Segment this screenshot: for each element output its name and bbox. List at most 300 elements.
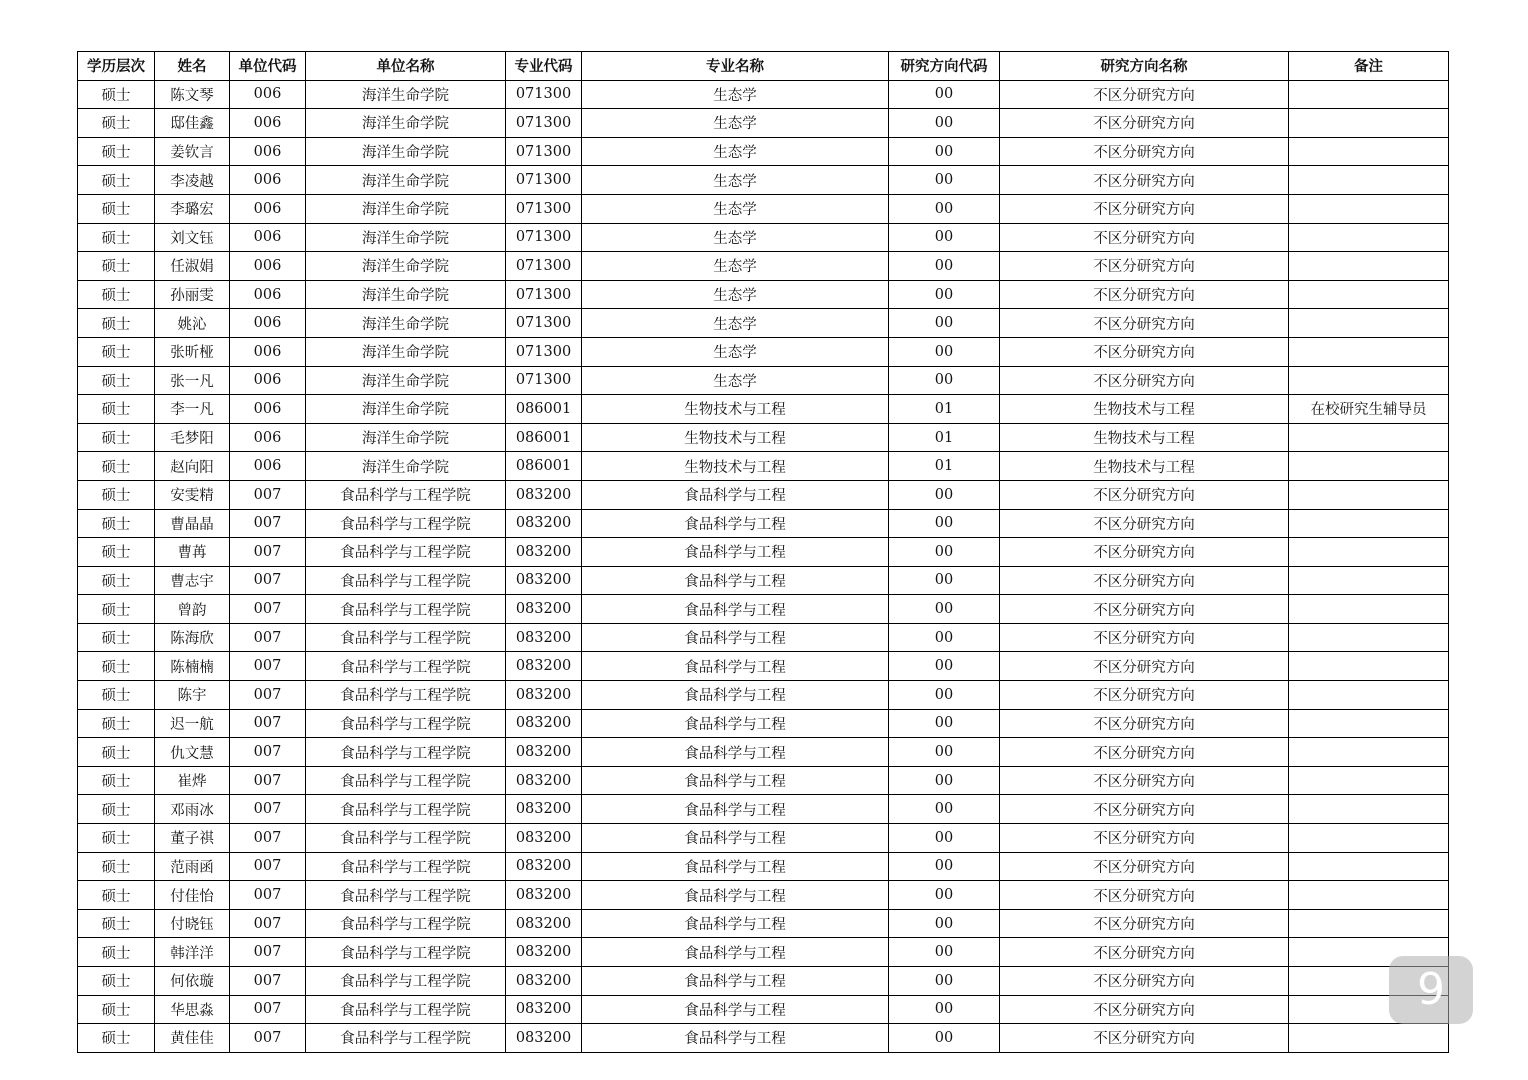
cell-education-level: 硕士 — [78, 166, 155, 195]
cell-unit-code: 007 — [230, 824, 306, 853]
cell-direction-name: 不区分研究方向 — [1000, 309, 1289, 338]
cell-direction-code: 00 — [889, 652, 1000, 681]
column-header-remarks: 备注 — [1289, 52, 1449, 81]
cell-remarks: 在校研究生辅导员 — [1289, 395, 1449, 424]
cell-name: 张昕桠 — [155, 337, 230, 366]
table-row — [78, 795, 1449, 824]
cell-major-name: 生态学 — [582, 137, 889, 166]
cell-unit-name: 食品科学与工程学院 — [306, 852, 506, 881]
cell-unit-code: 007 — [230, 852, 306, 881]
table-row — [78, 280, 1449, 309]
cell-education-level: 硕士 — [78, 366, 155, 395]
cell-major-code: 083200 — [506, 709, 582, 738]
cell-direction-code: 00 — [889, 738, 1000, 767]
cell-name: 邓雨冰 — [155, 795, 230, 824]
cell-remarks — [1289, 366, 1449, 395]
cell-major-name: 食品科学与工程 — [582, 738, 889, 767]
cell-name: 孙丽雯 — [155, 280, 230, 309]
cell-unit-code: 007 — [230, 881, 306, 910]
table-row — [78, 967, 1449, 996]
cell-education-level: 硕士 — [78, 909, 155, 938]
cell-remarks — [1289, 652, 1449, 681]
cell-unit-code: 007 — [230, 967, 306, 996]
column-header-name: 姓名 — [155, 52, 230, 81]
cell-remarks — [1289, 337, 1449, 366]
table-body — [78, 80, 1449, 1052]
cell-direction-code: 00 — [889, 566, 1000, 595]
cell-education-level: 硕士 — [78, 252, 155, 281]
cell-major-name: 食品科学与工程 — [582, 681, 889, 710]
table-row — [78, 852, 1449, 881]
cell-name: 付佳怡 — [155, 881, 230, 910]
cell-unit-code: 006 — [230, 137, 306, 166]
cell-unit-name: 食品科学与工程学院 — [306, 967, 506, 996]
cell-direction-code: 00 — [889, 824, 1000, 853]
cell-direction-name: 不区分研究方向 — [1000, 909, 1289, 938]
cell-unit-name: 食品科学与工程学院 — [306, 681, 506, 710]
cell-name: 李一凡 — [155, 395, 230, 424]
cell-direction-code: 00 — [889, 909, 1000, 938]
cell-direction-name: 不区分研究方向 — [1000, 480, 1289, 509]
cell-name: 董子祺 — [155, 824, 230, 853]
cell-remarks — [1289, 109, 1449, 138]
cell-direction-name: 不区分研究方向 — [1000, 194, 1289, 223]
cell-direction-code: 01 — [889, 395, 1000, 424]
cell-major-code: 083200 — [506, 824, 582, 853]
cell-major-code: 083200 — [506, 766, 582, 795]
cell-major-code: 083200 — [506, 909, 582, 938]
table-row — [78, 766, 1449, 795]
cell-unit-name: 海洋生命学院 — [306, 109, 506, 138]
cell-direction-code: 00 — [889, 681, 1000, 710]
cell-remarks — [1289, 824, 1449, 853]
cell-unit-name: 海洋生命学院 — [306, 166, 506, 195]
cell-education-level: 硕士 — [78, 223, 155, 252]
cell-name: 曹晶晶 — [155, 509, 230, 538]
cell-direction-code: 00 — [889, 80, 1000, 109]
cell-major-name: 生态学 — [582, 252, 889, 281]
cell-unit-code: 007 — [230, 795, 306, 824]
cell-remarks — [1289, 595, 1449, 624]
cell-name: 韩洋洋 — [155, 938, 230, 967]
cell-major-code: 083200 — [506, 1024, 582, 1053]
cell-unit-code: 007 — [230, 938, 306, 967]
cell-unit-name: 海洋生命学院 — [306, 423, 506, 452]
table-row — [78, 509, 1449, 538]
cell-direction-code: 00 — [889, 223, 1000, 252]
cell-unit-code: 007 — [230, 623, 306, 652]
cell-unit-code: 007 — [230, 909, 306, 938]
table-row — [78, 166, 1449, 195]
cell-direction-name: 生物技术与工程 — [1000, 452, 1289, 481]
column-header-unit-name: 单位名称 — [306, 52, 506, 81]
cell-major-name: 食品科学与工程 — [582, 566, 889, 595]
cell-direction-code: 00 — [889, 795, 1000, 824]
cell-direction-name: 不区分研究方向 — [1000, 80, 1289, 109]
cell-name: 任淑娟 — [155, 252, 230, 281]
cell-direction-name: 不区分研究方向 — [1000, 681, 1289, 710]
cell-direction-code: 00 — [889, 1024, 1000, 1053]
cell-unit-code: 007 — [230, 681, 306, 710]
cell-direction-code: 00 — [889, 194, 1000, 223]
column-header-education-level: 学历层次 — [78, 52, 155, 81]
cell-direction-name: 不区分研究方向 — [1000, 509, 1289, 538]
table-row — [78, 566, 1449, 595]
cell-major-code: 083200 — [506, 967, 582, 996]
cell-remarks — [1289, 280, 1449, 309]
cell-major-code: 071300 — [506, 223, 582, 252]
table-row — [78, 538, 1449, 567]
table-row — [78, 137, 1449, 166]
cell-direction-name: 生物技术与工程 — [1000, 395, 1289, 424]
cell-education-level: 硕士 — [78, 480, 155, 509]
cell-name: 姚沁 — [155, 309, 230, 338]
cell-unit-code: 007 — [230, 480, 306, 509]
cell-remarks — [1289, 480, 1449, 509]
cell-education-level: 硕士 — [78, 337, 155, 366]
cell-unit-code: 006 — [230, 223, 306, 252]
table-header — [78, 52, 1449, 81]
column-header-major-code: 专业代码 — [506, 52, 582, 81]
cell-unit-name: 海洋生命学院 — [306, 223, 506, 252]
cell-unit-name: 海洋生命学院 — [306, 194, 506, 223]
cell-direction-name: 不区分研究方向 — [1000, 137, 1289, 166]
cell-unit-name: 海洋生命学院 — [306, 280, 506, 309]
table-row — [78, 252, 1449, 281]
column-header-unit-code: 单位代码 — [230, 52, 306, 81]
cell-direction-name: 不区分研究方向 — [1000, 709, 1289, 738]
cell-remarks — [1289, 80, 1449, 109]
cell-remarks — [1289, 795, 1449, 824]
cell-name: 李凌越 — [155, 166, 230, 195]
cell-major-name: 食品科学与工程 — [582, 824, 889, 853]
cell-major-code: 086001 — [506, 423, 582, 452]
cell-major-name: 食品科学与工程 — [582, 852, 889, 881]
cell-unit-code: 007 — [230, 995, 306, 1024]
cell-name: 何依璇 — [155, 967, 230, 996]
cell-major-name: 生态学 — [582, 280, 889, 309]
cell-education-level: 硕士 — [78, 452, 155, 481]
cell-unit-code: 006 — [230, 194, 306, 223]
cell-major-name: 食品科学与工程 — [582, 652, 889, 681]
cell-name: 李璐宏 — [155, 194, 230, 223]
cell-direction-name: 不区分研究方向 — [1000, 252, 1289, 281]
cell-major-name: 生态学 — [582, 337, 889, 366]
cell-education-level: 硕士 — [78, 80, 155, 109]
cell-major-code: 083200 — [506, 509, 582, 538]
cell-major-name: 食品科学与工程 — [582, 509, 889, 538]
cell-remarks — [1289, 881, 1449, 910]
cell-major-name: 食品科学与工程 — [582, 538, 889, 567]
table-row — [78, 995, 1449, 1024]
cell-major-name: 食品科学与工程 — [582, 766, 889, 795]
cell-name: 范雨函 — [155, 852, 230, 881]
cell-unit-name: 海洋生命学院 — [306, 366, 506, 395]
cell-major-code: 083200 — [506, 938, 582, 967]
column-header-major-name: 专业名称 — [582, 52, 889, 81]
cell-unit-code: 007 — [230, 566, 306, 595]
cell-direction-name: 不区分研究方向 — [1000, 166, 1289, 195]
cell-education-level: 硕士 — [78, 709, 155, 738]
cell-education-level: 硕士 — [78, 538, 155, 567]
cell-major-name: 食品科学与工程 — [582, 967, 889, 996]
cell-direction-code: 00 — [889, 509, 1000, 538]
cell-major-name: 生态学 — [582, 223, 889, 252]
cell-unit-code: 007 — [230, 538, 306, 567]
table-row — [78, 738, 1449, 767]
cell-unit-name: 海洋生命学院 — [306, 452, 506, 481]
cell-major-code: 071300 — [506, 80, 582, 109]
cell-education-level: 硕士 — [78, 681, 155, 710]
table-row — [78, 1024, 1449, 1053]
cell-direction-name: 不区分研究方向 — [1000, 824, 1289, 853]
cell-direction-name: 不区分研究方向 — [1000, 538, 1289, 567]
cell-direction-code: 00 — [889, 595, 1000, 624]
cell-major-code: 086001 — [506, 395, 582, 424]
cell-direction-code: 01 — [889, 452, 1000, 481]
cell-name: 曹苒 — [155, 538, 230, 567]
table-row — [78, 423, 1449, 452]
cell-direction-code: 00 — [889, 766, 1000, 795]
cell-direction-code: 00 — [889, 538, 1000, 567]
cell-name: 毛梦阳 — [155, 423, 230, 452]
cell-remarks — [1289, 709, 1449, 738]
cell-unit-name: 食品科学与工程学院 — [306, 795, 506, 824]
page-number-badge: 9 — [1389, 956, 1473, 1024]
cell-education-level: 硕士 — [78, 967, 155, 996]
cell-direction-name: 不区分研究方向 — [1000, 967, 1289, 996]
cell-direction-name: 不区分研究方向 — [1000, 795, 1289, 824]
cell-major-name: 生态学 — [582, 194, 889, 223]
cell-unit-name: 海洋生命学院 — [306, 309, 506, 338]
cell-direction-name: 不区分研究方向 — [1000, 366, 1289, 395]
cell-unit-code: 006 — [230, 452, 306, 481]
cell-unit-code: 007 — [230, 652, 306, 681]
table-row — [78, 938, 1449, 967]
cell-major-name: 生态学 — [582, 366, 889, 395]
cell-major-code: 071300 — [506, 109, 582, 138]
cell-direction-code: 00 — [889, 938, 1000, 967]
cell-remarks — [1289, 309, 1449, 338]
cell-education-level: 硕士 — [78, 738, 155, 767]
cell-name: 陈宇 — [155, 681, 230, 710]
cell-direction-code: 00 — [889, 109, 1000, 138]
cell-major-code: 071300 — [506, 309, 582, 338]
cell-direction-code: 00 — [889, 166, 1000, 195]
cell-major-code: 083200 — [506, 538, 582, 567]
cell-major-code: 083200 — [506, 623, 582, 652]
cell-major-name: 食品科学与工程 — [582, 881, 889, 910]
cell-unit-name: 食品科学与工程学院 — [306, 995, 506, 1024]
cell-direction-name: 不区分研究方向 — [1000, 566, 1289, 595]
cell-direction-name: 不区分研究方向 — [1000, 337, 1289, 366]
cell-name: 陈海欣 — [155, 623, 230, 652]
cell-major-name: 食品科学与工程 — [582, 938, 889, 967]
table-row — [78, 709, 1449, 738]
cell-remarks — [1289, 623, 1449, 652]
cell-education-level: 硕士 — [78, 194, 155, 223]
cell-unit-code: 007 — [230, 509, 306, 538]
cell-direction-code: 00 — [889, 709, 1000, 738]
cell-direction-code: 00 — [889, 309, 1000, 338]
cell-name: 曾韵 — [155, 595, 230, 624]
cell-remarks — [1289, 738, 1449, 767]
cell-direction-name: 不区分研究方向 — [1000, 995, 1289, 1024]
cell-name: 付晓钰 — [155, 909, 230, 938]
cell-unit-name: 食品科学与工程学院 — [306, 824, 506, 853]
cell-major-name: 生态学 — [582, 109, 889, 138]
cell-direction-name: 不区分研究方向 — [1000, 738, 1289, 767]
cell-unit-name: 海洋生命学院 — [306, 395, 506, 424]
cell-major-code: 083200 — [506, 595, 582, 624]
cell-name: 姜钦言 — [155, 137, 230, 166]
cell-direction-name: 不区分研究方向 — [1000, 109, 1289, 138]
cell-direction-name: 不区分研究方向 — [1000, 766, 1289, 795]
cell-unit-code: 006 — [230, 280, 306, 309]
cell-unit-code: 006 — [230, 109, 306, 138]
cell-major-code: 071300 — [506, 366, 582, 395]
cell-education-level: 硕士 — [78, 137, 155, 166]
cell-education-level: 硕士 — [78, 623, 155, 652]
header-row — [78, 52, 1449, 81]
table-row — [78, 452, 1449, 481]
cell-major-name: 食品科学与工程 — [582, 909, 889, 938]
cell-remarks — [1289, 1024, 1449, 1053]
cell-major-name: 食品科学与工程 — [582, 995, 889, 1024]
cell-direction-name: 生物技术与工程 — [1000, 423, 1289, 452]
cell-major-code: 086001 — [506, 452, 582, 481]
cell-major-name: 食品科学与工程 — [582, 623, 889, 652]
cell-name: 安雯精 — [155, 480, 230, 509]
cell-major-code: 071300 — [506, 252, 582, 281]
cell-major-name: 食品科学与工程 — [582, 709, 889, 738]
column-header-direction-code: 研究方向代码 — [889, 52, 1000, 81]
cell-education-level: 硕士 — [78, 395, 155, 424]
cell-unit-code: 006 — [230, 166, 306, 195]
table-row — [78, 824, 1449, 853]
cell-unit-code: 006 — [230, 337, 306, 366]
cell-unit-name: 海洋生命学院 — [306, 252, 506, 281]
cell-direction-name: 不区分研究方向 — [1000, 280, 1289, 309]
cell-name: 华思淼 — [155, 995, 230, 1024]
cell-direction-code: 01 — [889, 423, 1000, 452]
table-row — [78, 109, 1449, 138]
cell-name: 迟一航 — [155, 709, 230, 738]
cell-major-code: 083200 — [506, 852, 582, 881]
cell-education-level: 硕士 — [78, 509, 155, 538]
cell-remarks — [1289, 137, 1449, 166]
cell-unit-code: 006 — [230, 395, 306, 424]
cell-name: 赵向阳 — [155, 452, 230, 481]
cell-major-code: 083200 — [506, 995, 582, 1024]
table-row — [78, 395, 1449, 424]
cell-major-code: 071300 — [506, 137, 582, 166]
cell-unit-name: 食品科学与工程学院 — [306, 909, 506, 938]
cell-name: 刘文钰 — [155, 223, 230, 252]
cell-remarks — [1289, 566, 1449, 595]
cell-unit-code: 006 — [230, 252, 306, 281]
cell-major-code: 083200 — [506, 881, 582, 910]
cell-education-level: 硕士 — [78, 852, 155, 881]
cell-major-code: 071300 — [506, 337, 582, 366]
cell-unit-name: 食品科学与工程学院 — [306, 623, 506, 652]
cell-direction-code: 00 — [889, 480, 1000, 509]
cell-major-name: 生态学 — [582, 309, 889, 338]
cell-education-level: 硕士 — [78, 423, 155, 452]
cell-remarks — [1289, 509, 1449, 538]
cell-name: 陈文琴 — [155, 80, 230, 109]
cell-unit-code: 007 — [230, 1024, 306, 1053]
cell-direction-code: 00 — [889, 995, 1000, 1024]
cell-unit-code: 007 — [230, 709, 306, 738]
cell-remarks — [1289, 166, 1449, 195]
cell-unit-code: 006 — [230, 366, 306, 395]
cell-major-name: 食品科学与工程 — [582, 480, 889, 509]
cell-unit-name: 食品科学与工程学院 — [306, 1024, 506, 1053]
cell-remarks — [1289, 423, 1449, 452]
table-row — [78, 337, 1449, 366]
cell-unit-code: 006 — [230, 309, 306, 338]
cell-remarks — [1289, 223, 1449, 252]
cell-unit-code: 007 — [230, 595, 306, 624]
cell-education-level: 硕士 — [78, 652, 155, 681]
cell-major-code: 083200 — [506, 566, 582, 595]
cell-major-code: 083200 — [506, 681, 582, 710]
cell-major-name: 生态学 — [582, 166, 889, 195]
cell-remarks — [1289, 194, 1449, 223]
cell-name: 崔烨 — [155, 766, 230, 795]
table-row — [78, 681, 1449, 710]
cell-name: 邸佳鑫 — [155, 109, 230, 138]
cell-direction-code: 00 — [889, 280, 1000, 309]
cell-direction-name: 不区分研究方向 — [1000, 595, 1289, 624]
table-row — [78, 652, 1449, 681]
cell-unit-code: 007 — [230, 738, 306, 767]
cell-direction-code: 00 — [889, 366, 1000, 395]
cell-unit-name: 食品科学与工程学院 — [306, 480, 506, 509]
cell-unit-name: 食品科学与工程学院 — [306, 652, 506, 681]
cell-education-level: 硕士 — [78, 109, 155, 138]
cell-direction-name: 不区分研究方向 — [1000, 623, 1289, 652]
cell-major-name: 食品科学与工程 — [582, 595, 889, 624]
cell-unit-code: 006 — [230, 423, 306, 452]
cell-direction-code: 00 — [889, 137, 1000, 166]
cell-unit-name: 食品科学与工程学院 — [306, 881, 506, 910]
cell-education-level: 硕士 — [78, 795, 155, 824]
table-row — [78, 194, 1449, 223]
cell-major-name: 生物技术与工程 — [582, 423, 889, 452]
column-header-direction-name: 研究方向名称 — [1000, 52, 1289, 81]
cell-education-level: 硕士 — [78, 595, 155, 624]
cell-unit-name: 食品科学与工程学院 — [306, 566, 506, 595]
cell-unit-name: 食品科学与工程学院 — [306, 766, 506, 795]
table-row — [78, 366, 1449, 395]
cell-remarks — [1289, 538, 1449, 567]
cell-education-level: 硕士 — [78, 1024, 155, 1053]
cell-unit-name: 食品科学与工程学院 — [306, 709, 506, 738]
cell-unit-name: 海洋生命学院 — [306, 80, 506, 109]
cell-direction-name: 不区分研究方向 — [1000, 652, 1289, 681]
cell-unit-name: 食品科学与工程学院 — [306, 538, 506, 567]
cell-education-level: 硕士 — [78, 881, 155, 910]
cell-education-level: 硕士 — [78, 566, 155, 595]
table-row — [78, 480, 1449, 509]
cell-direction-name: 不区分研究方向 — [1000, 1024, 1289, 1053]
cell-unit-name: 海洋生命学院 — [306, 137, 506, 166]
cell-education-level: 硕士 — [78, 280, 155, 309]
cell-direction-name: 不区分研究方向 — [1000, 223, 1289, 252]
cell-direction-name: 不区分研究方向 — [1000, 881, 1289, 910]
